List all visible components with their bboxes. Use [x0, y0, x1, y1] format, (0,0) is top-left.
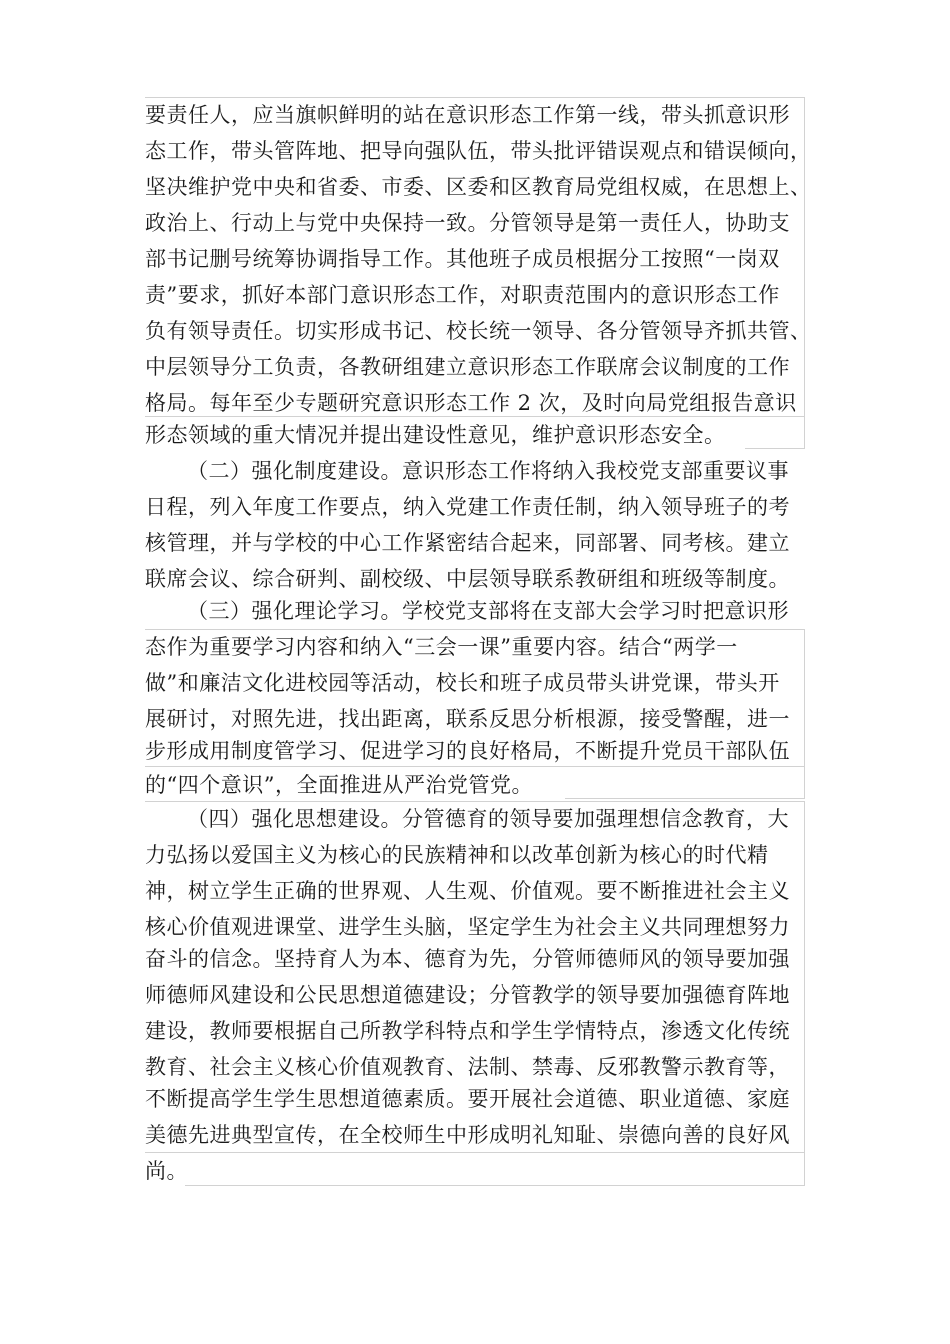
text-line: 教育、社会主义核心价值观教育、法制、禁毒、反邪教警示教育等，: [145, 1055, 790, 1079]
text-line: 步形成用制度管学习、促进学习的良好格局，不断提升党员干部队伍: [145, 739, 790, 763]
paragraph-frame-end: [185, 1152, 805, 1186]
text-line: 中层领导分工负责，各教研组建立意识形态工作联席会议制度的工作: [145, 355, 790, 379]
text-line: 做”和廉洁文化进校园等活动，校长和班子成员带头讲党课，带头开: [145, 671, 780, 695]
text-line: 建设，教师要根据自己所教学科特点和学生学情特点，渗透文化传统: [145, 1019, 790, 1043]
text-line: 联席会议、综合研判、副校级、中层领导联系教研组和班级等制度。: [145, 567, 790, 591]
text-line: 神，树立学生正确的世界观、人生观、价值观。要不断推进社会主义: [145, 879, 790, 903]
text-line: （四）强化思想建设。分管德育的领导要加强理想信念教育，大: [187, 807, 789, 831]
paragraph-frame-end: [565, 766, 805, 799]
text-line: 形态领域的重大情况并提出建设性意见，维护意识形态安全。: [145, 423, 726, 447]
text-line: 态工作，带头管阵地、把导向强队伍，带头批评错误观点和错误倾向，: [145, 139, 812, 163]
text-line: 美德先进典型宣传，在全校师生中形成明礼知耻、崇德向善的良好风: [145, 1123, 790, 1147]
text-line: 态作为重要学习内容和纳入“三会一课”重要内容。结合“两学一: [145, 635, 738, 659]
text-line: 政治上、行动上与党中央保持一致。分管领导是第一责任人，协助支: [145, 211, 790, 235]
text-line: 责”要求，抓好本部门意识形态工作，对职责范围内的意识形态工作: [145, 283, 780, 307]
text-line: 负有领导责任。切实形成书记、校长统一领导、各分管领导齐抓共管、: [145, 319, 812, 343]
text-line: 要责任人，应当旗帜鲜明的站在意识形态工作第一线，带头抓意识形: [145, 103, 790, 127]
text-line: 不断提高学生学生思想道德素质。要开展社会道德、职业道德、家庭: [145, 1087, 790, 1111]
text-line: （三）强化理论学习。学校党支部将在支部大会学习时把意识形: [187, 599, 789, 623]
text-line: 坚决维护党中央和省委、市委、区委和区教育局党组权威，在思想上、: [145, 175, 812, 199]
text-line: 师德师风建设和公民思想道德建设；分管教学的领导要加强德育阵地: [145, 983, 790, 1007]
text-line: 日程，列入年度工作要点，纳入党建工作责任制，纳入领导班子的考: [145, 495, 790, 519]
text-line: 核心价值观进课堂、进学生头脑，坚定学生为社会主义共同理想努力: [145, 915, 790, 939]
text-line: （二）强化制度建设。意识形态工作将纳入我校党支部重要议事: [187, 459, 789, 483]
text-line: 格局。每年至少专题研究意识形态工作 2 次，及时向局党组报告意识: [145, 391, 797, 415]
text-line: 核管理，并与学校的中心工作紧密结合起来，同部署、同考核。建立: [145, 531, 790, 555]
text-line: 的“四个意识”，全面推进从严治党管党。: [145, 773, 533, 797]
text-line: 部书记删号统筹协调指导工作。其他班子成员根据分工按照“一岗双: [145, 247, 780, 271]
text-line: 展研讨，对照先进，找出距离，联系反思分析根源，接受警醒，进一: [145, 707, 790, 731]
text-line: 奋斗的信念。坚持育人为本、德育为先，分管师德师风的领导要加强: [145, 947, 790, 971]
text-line: 尚。: [145, 1159, 188, 1183]
text-line: 力弘扬以爱国主义为核心的民族精神和以改革创新为核心的时代精: [145, 843, 769, 867]
